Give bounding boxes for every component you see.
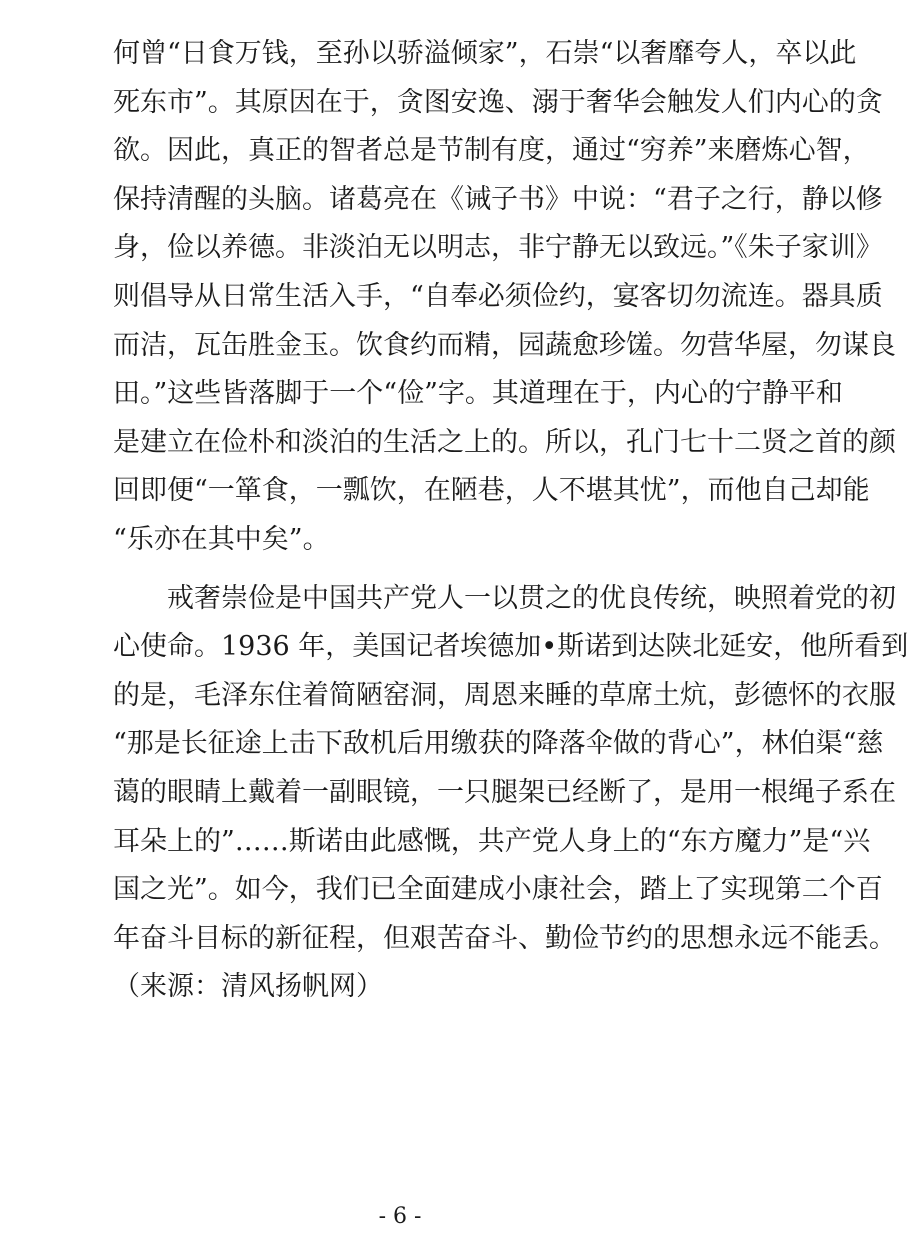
text-line: 心使命。1936 年，美国记者埃德加•斯诺到达陕北延安，他所看到 <box>113 631 908 663</box>
text-line: 戒奢崇俭是中国共产党人一以贯之的优良传统，映照着党的初 <box>167 582 896 614</box>
text-line: 国之光”。如今，我们已全面建成小康社会，踏上了实现第二个百 <box>113 874 883 906</box>
text-line: 则倡导从日常生活入手，“自奉必须俭约，宴客切勿流连。器具质 <box>113 280 883 312</box>
text-line: 田。”这些皆落脚于一个“俭”字。其道理在于，内心的宁静平和 <box>113 378 843 410</box>
body-text <box>113 30 908 1012</box>
text-line: 蔼的眼睛上戴着一副眼镜，一只腿架已经断了，是用一根绳子系在 <box>113 776 896 808</box>
text-line: 何曾“日食万钱，至孙以骄溢倾家”，石崇“以奢靡夸人，卒以此 <box>113 38 857 69</box>
text-line: 回即便“一箪食，一瓢饮，在陋巷，人不堪其忧”，而他自己却能 <box>113 475 870 507</box>
text-line: 是建立在俭朴和淡泊的生活之上的。所以，孔门七十二贤之首的颜 <box>113 426 896 458</box>
text-line: 保持清醒的头脑。诸葛亮在《诫子书》中说：“君子之行，静以修 <box>113 183 883 215</box>
text-line: 欲。因此，真正的智者总是节制有度，通过“穷养”来磨炼心智， <box>113 135 870 167</box>
page-number: - 6 - <box>378 1204 422 1229</box>
text-line: 身，俭以养德。非淡泊无以明志，非宁静无以致远。”《朱子家训》 <box>113 232 883 264</box>
text-line: “乐亦在其中矣”。 <box>113 523 330 555</box>
paragraph-2 <box>113 575 908 964</box>
text-line: “那是长征途上击下敌机后用缴获的降落伞做的背心”，林伯渠“慈 <box>113 728 884 760</box>
paragraph-1 <box>113 30 896 565</box>
text-line: 而洁，瓦缶胜金玉。饮食约而精，园蔬愈珍馐。勿营华屋，勿谋良 <box>113 329 896 361</box>
text-line: 年奋斗目标的新征程，但艰苦奋斗、勤俭节约的思想永远不能丢。 <box>113 922 896 954</box>
paragraph-spacer <box>113 565 693 575</box>
text-line: 耳朵上的”……斯诺由此感慨，共产党人身上的“东方魔力”是“兴 <box>113 825 871 857</box>
text-line: 的是，毛泽东住着简陋窑洞，周恩来睡的草席土炕，彭德怀的衣服 <box>113 679 896 711</box>
source-attribution: （来源：清风扬帆网） <box>113 971 383 1003</box>
text-line: 死东市”。其原因在于，贪图安逸、溺于奢华会触发人们内心的贪 <box>113 86 883 118</box>
